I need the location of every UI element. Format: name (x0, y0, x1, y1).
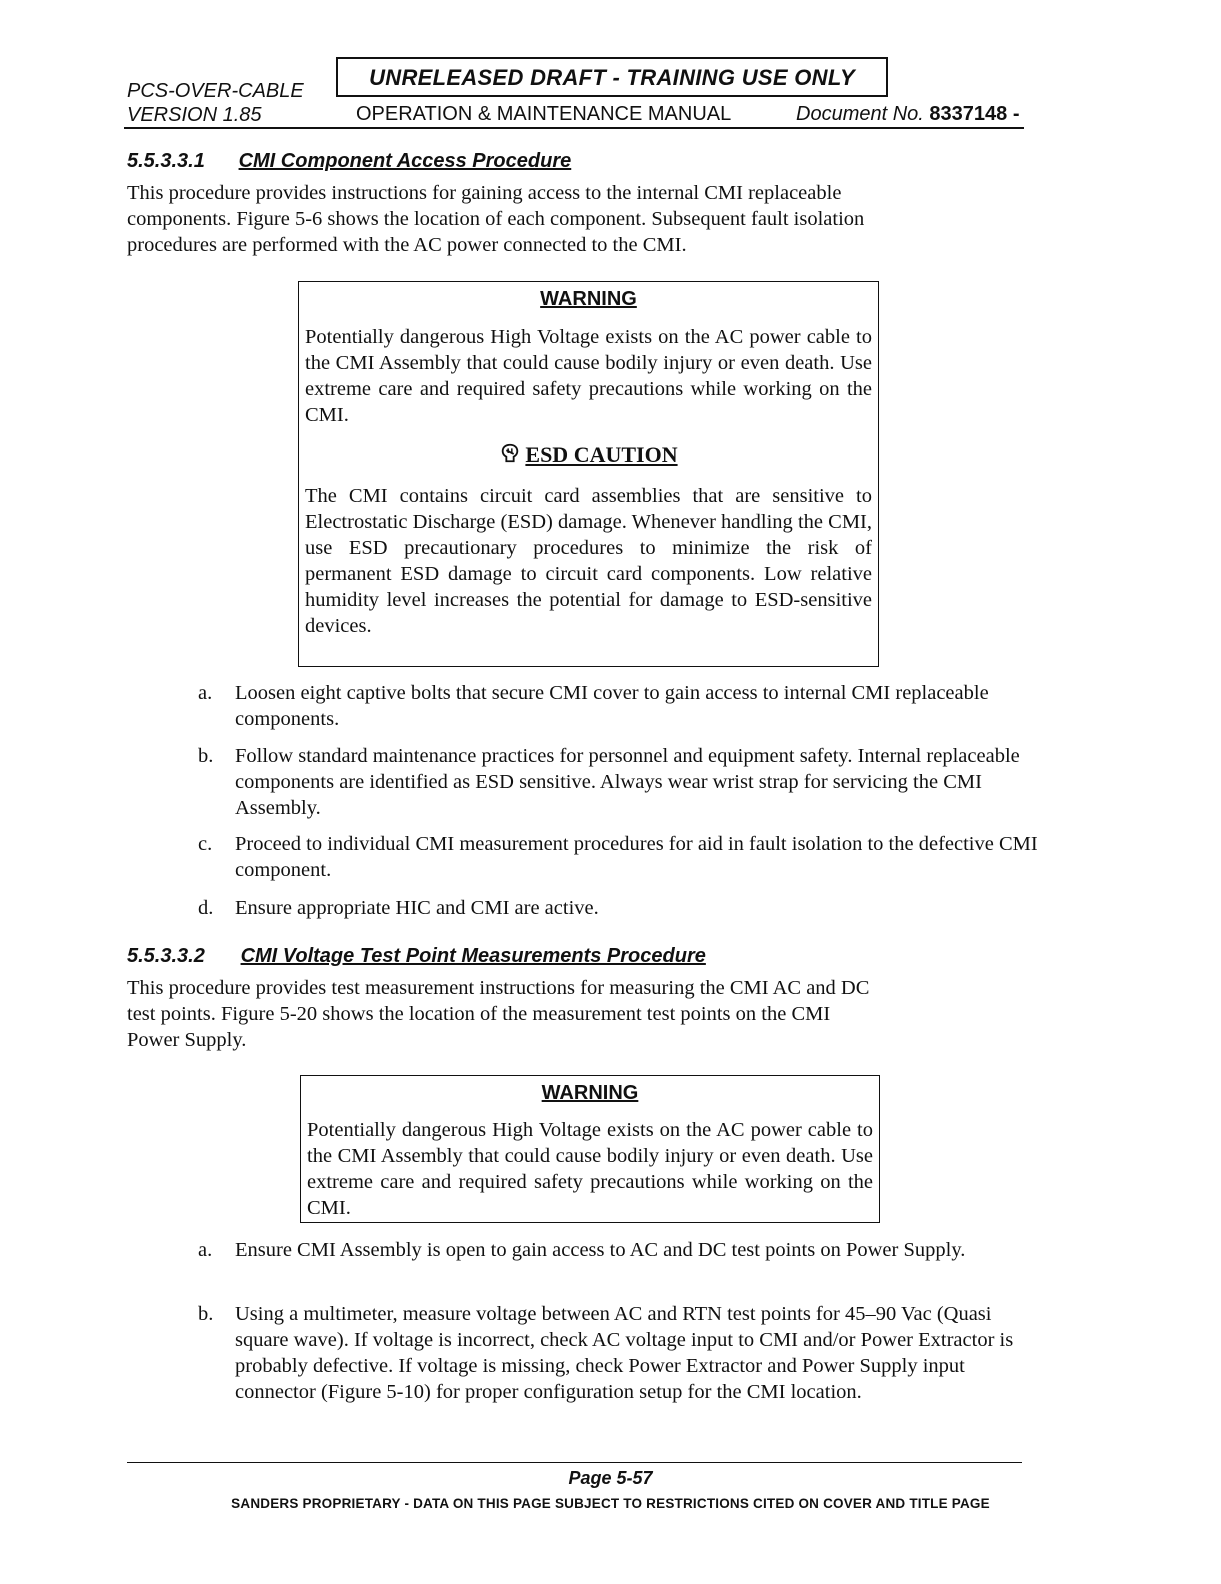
list-marker: a. (198, 1239, 213, 1261)
product-name: PCS-OVER-CABLE (127, 80, 304, 102)
intro-line: This procedure provides instructions for gaining access to the internal CMI replaceable (127, 182, 842, 204)
list-text: Ensure CMI Assembly is open to gain access to AC and DC test points on Power Supply. (235, 1239, 966, 1261)
list-item (198, 1301, 1048, 1433)
page-number: Page 5-57 (568, 1468, 653, 1488)
warning-text: Potentially dangerous High Voltage exists on the AC power cable to the CMI Assembly that could cause bodily injury or even death. Use extreme care and required safety precautions while working on the CMI. (305, 326, 872, 426)
section-intro (127, 180, 1047, 258)
list-marker: b. (198, 745, 214, 767)
draft-banner-text: UNRELEASED DRAFT - TRAINING USE ONLY (369, 65, 855, 90)
section-title: CMI Component Access Procedure (238, 150, 572, 172)
warning-box (300, 1075, 880, 1223)
warning-heading: WARNING (540, 288, 637, 310)
list-item (198, 895, 1038, 923)
list-text: Proceed to individual CMI measurement procedures for aid in fault isolation to the defective CMI component. (235, 833, 1038, 881)
warning-text: Potentially dangerous High Voltage exists on the AC power cable to the CMI Assembly that could cause bodily injury or even death. Use extreme care and required safety precautions while working on the CMI. (307, 1119, 873, 1219)
list-text: Using a multimeter, measure voltage between AC and RTN test points for 45–90 Vac (Quasi square wave). If voltage is incorrect, check AC voltage input to CMI and/or Power Extractor is probably defective. If voltage is missing, check Power Extractor and Power Supply input connector (Figure 5-10) for proper configuration setup for the CMI location. (235, 1303, 1014, 1403)
esd-hand-icon (499, 442, 521, 464)
section-number: 5.5.3.3.2 (127, 945, 205, 967)
list-text: Ensure appropriate HIC and CMI are active. (235, 897, 599, 919)
list-item (198, 743, 1038, 823)
list-item (198, 680, 1038, 734)
intro-line: components. Figure 5-6 shows the location of each component. Subsequent fault isolation (127, 208, 865, 230)
draft-banner (336, 57, 888, 97)
section-number: 5.5.3.3.1 (127, 150, 205, 172)
warning-esd-box (298, 281, 879, 667)
document-number (796, 103, 1019, 126)
intro-line: This procedure provides test measurement instructions for measuring the CMI AC and DC (127, 977, 870, 999)
document-number-label: Document No. (796, 103, 924, 125)
list-marker: b. (198, 1303, 214, 1325)
list-text: Follow standard maintenance practices for personnel and equipment safety. Internal replaceable components are identified as ESD sensitive. Always wear wrist strap for servicing the CMI Assembly. (235, 745, 1020, 819)
header-rule (124, 127, 1024, 129)
intro-line: Power Supply. (127, 1029, 247, 1051)
intro-line: test points. Figure 5-20 shows the location of the measurement test points on the CMI (127, 1003, 831, 1025)
section-intro (127, 975, 1057, 1053)
document-number-value: 8337148 - (929, 103, 1020, 125)
esd-caution-label: ESD CAUTION (525, 442, 678, 467)
esd-caution-heading (299, 442, 878, 468)
version-label: VERSION 1.85 (127, 104, 262, 126)
warning-heading: WARNING (541, 1082, 639, 1104)
section-heading-5-5-3-3-2 (127, 945, 706, 968)
footer-rule (127, 1462, 1022, 1463)
list-marker: c. (198, 833, 213, 855)
list-marker: a. (198, 682, 213, 704)
manual-title: OPERATION & MAINTENANCE MANUAL (356, 103, 732, 125)
list-item (198, 831, 1038, 885)
section-title: CMI Voltage Test Point Measurements Procedure (240, 945, 706, 967)
intro-line: procedures are performed with the AC power connected to the CMI. (127, 234, 687, 256)
list-marker: d. (198, 897, 214, 919)
list-text: Loosen eight captive bolts that secure CMI cover to gain access to internal CMI replaceable components. (235, 682, 989, 730)
proprietary-notice: SANDERS PROPRIETARY - DATA ON THIS PAGE SUBJECT TO RESTRICTIONS CITED ON COVER AND TITLE PAGE (231, 1496, 990, 1511)
section-heading-5-5-3-3-1 (127, 150, 571, 173)
list-item (198, 1237, 1048, 1291)
esd-caution-text: The CMI contains circuit card assemblies that are sensitive to Electrostatic Discharge (ESD) damage. Whenever handling the CMI, use ESD precautionary procedures to minimize the risk of permanent ESD damage to circuit card components. Low relative humidity level increases the potential for damage to ESD-sensitive devices. (305, 485, 872, 637)
